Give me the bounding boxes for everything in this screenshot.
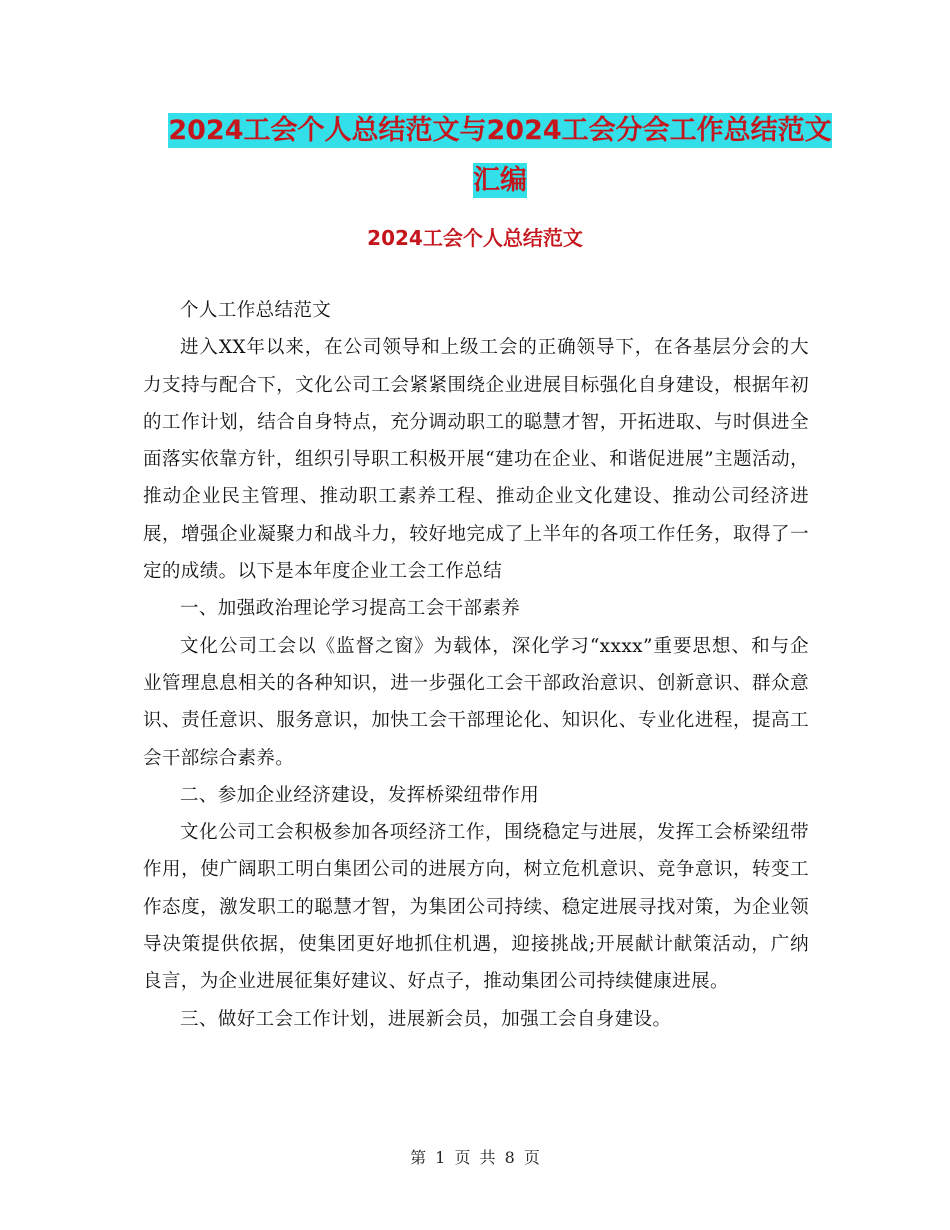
paragraph-subtitle: 个人工作总结范文 [180,300,332,321]
paragraph-heading-3: 三、做好工会工作计划，进展新会员，加强工会自身建设。 [180,1008,672,1030]
body-text [143,292,809,1038]
document-title-line1: 2024工会个人总结范文与2024工会分会工作总结范文 [168,115,832,146]
paragraph-body-1: 文化公司工会以《监督之窗》为载体，深化学习“xxxx”重要思想、和与企业管理息息相关的各种知识，进一步强化工会干部政治意识、创新意识、群众意识、责任意识、服务意识，加快工会干部理论化、知识化、专业化进程，提高工会干部综合素养。 [143,635,809,769]
paragraph-intro: 进入XX年以来，在公司领导和上级工会的正确领导下，在各基层分会的大力支持与配合下，文化公司工会紧紧围绕企业进展目标强化自身建设，根据年初的工作计划，结合自身特点，充分调动职工的聪慧才智，开拓进取、与时俱进全面落实依靠方针，组织引导职工积极开展“建功在企业、和谐促进展”主题活动，推动企业民主管理、推动职工素养工程、推动企业文化建设、推动公司经济进展，增强企业凝聚力和战斗力，较好地完成了上半年的各项工作任务，取得了一定的成绩。以下是本年度企业工会工作总结 [143,337,809,583]
paragraph-body-2: 文化公司工会积极参加各项经济工作，围绕稳定与进展，发挥工会桥梁纽带作用，使广阔职工明白集团公司的进展方向，树立危机意识、竞争意识，转变工作态度，激发职工的聪慧才智，为集团公司持续、稳定进展寻找对策，为企业领导决策提供依据，使集团更好地抓住机遇，迎接挑战;开展献计献策活动，广纳良言，为企业进展征集好建议、好点子，推动集团公司持续健康进展。 [143,822,809,993]
document-title [150,106,850,206]
paragraph-heading-1: 一、加强政治理论学习提高工会干部素养 [180,598,521,620]
document-title-line2: 汇编 [473,165,527,196]
paragraph-heading-2: 二、参加企业经济建设，发挥桥梁纽带作用 [180,784,540,806]
section-title: 2024工会个人总结范文 [367,226,583,250]
page-footer: 第 1 页 共 8 页 [410,1148,540,1167]
